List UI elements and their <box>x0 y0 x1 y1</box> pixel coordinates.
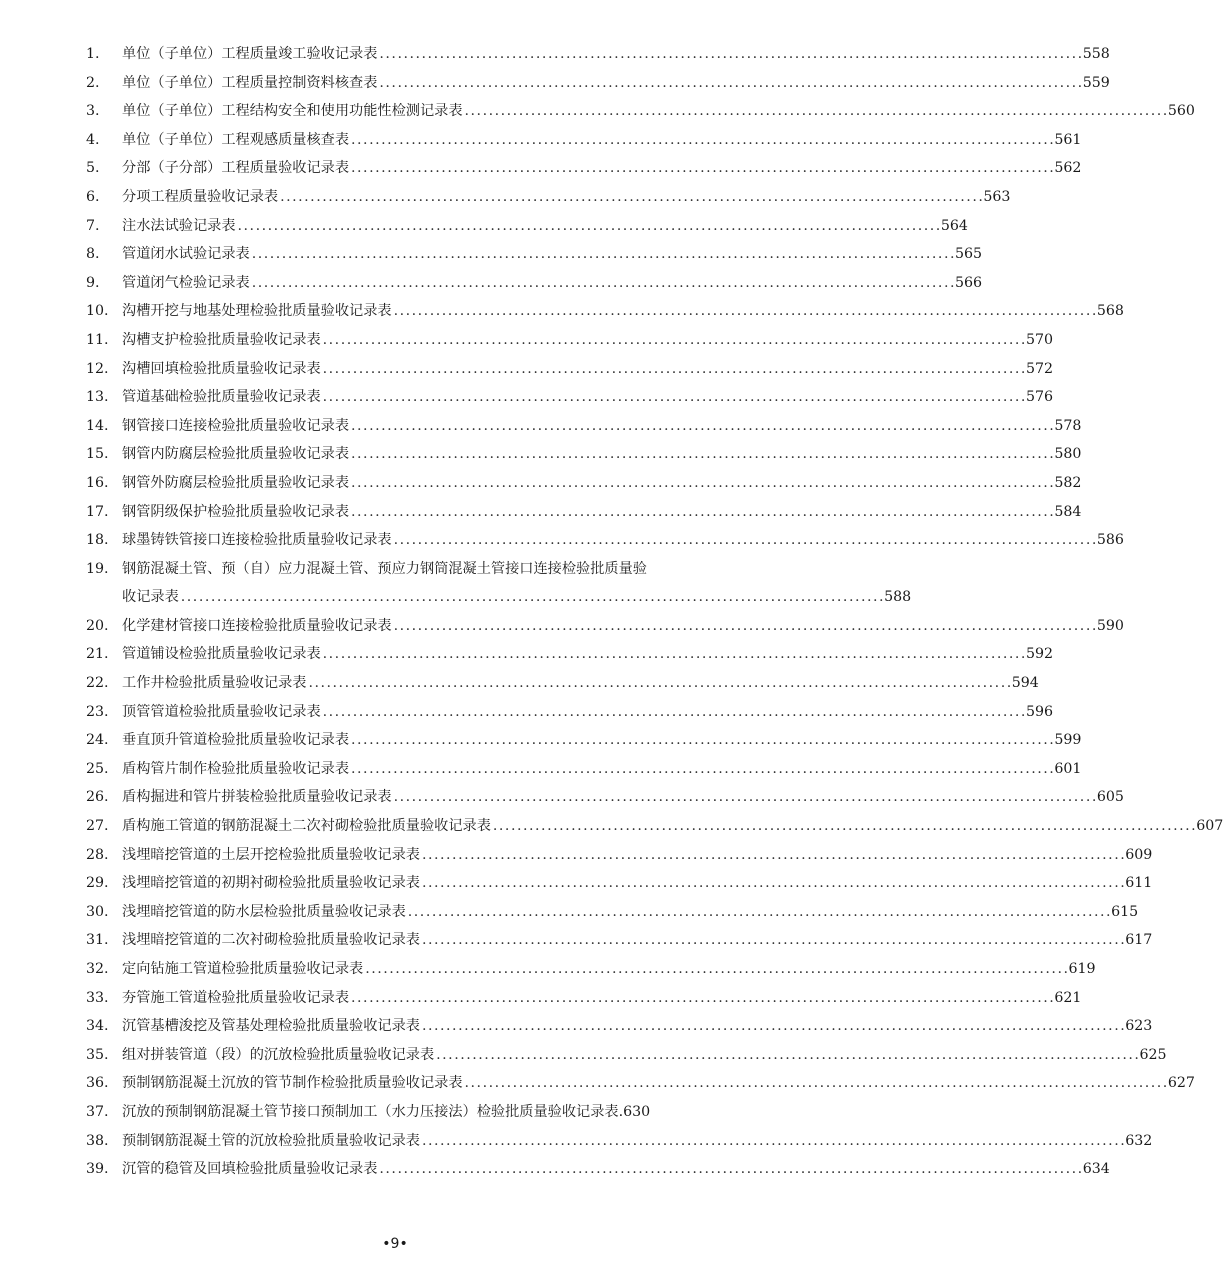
toc-entry-page: 580 <box>1054 446 1082 463</box>
toc-entry[interactable] <box>86 984 1082 1013</box>
toc-entry-title: 单位（子单位）工程观感质量核查表 <box>122 131 350 148</box>
toc-entry-title: 球墨铸铁管接口连接检验批质量验收记录表 <box>122 532 392 549</box>
toc-leader-dots <box>406 898 1111 927</box>
toc-entry-title: 管道铺设检验批质量验收记录表 <box>122 646 321 663</box>
toc-entry[interactable] <box>86 269 983 298</box>
toc-entry-title-line <box>122 498 1082 527</box>
toc-entry-body <box>122 240 983 269</box>
toc-entry-number: 29. <box>86 875 109 892</box>
toc-entry-title-continued: 收记录表 <box>122 589 179 606</box>
toc-entry-title-line <box>122 269 983 298</box>
toc-leader-dots <box>321 698 1026 727</box>
toc-entry-title: 钢管外防腐层检验批质量验收记录表 <box>122 474 350 491</box>
toc-entry-title: 工作井检验批质量验收记录表 <box>122 675 307 692</box>
toc-entry-number: 38. <box>86 1132 109 1149</box>
toc-entry-page: 630 <box>623 1103 651 1120</box>
toc-entry-number: 20. <box>86 617 109 634</box>
toc-entry-page: 563 <box>983 188 1011 205</box>
toc-entry-page: 584 <box>1054 503 1082 520</box>
toc-entry-page: 562 <box>1054 160 1082 177</box>
toc-entry[interactable] <box>86 812 1223 841</box>
toc-entry-title-line <box>122 383 1054 412</box>
toc-entry-page: 566 <box>955 274 983 291</box>
toc-entry-page: 568 <box>1096 303 1124 320</box>
toc-entry-number: 11. <box>86 331 109 348</box>
toc-entry-title: 管道基础检验批质量验收记录表 <box>122 389 321 406</box>
toc-leader-dots <box>250 240 955 269</box>
toc-entry[interactable] <box>86 726 1082 755</box>
toc-entry-body <box>122 269 983 298</box>
toc-entry-title-line <box>122 412 1082 441</box>
toc-entry-title: 盾构施工管道的钢筋混凝土二次衬砌检验批质量验收记录表 <box>122 818 491 835</box>
toc-entry-number: 1. <box>86 46 100 62</box>
toc-entry-body <box>122 440 1082 469</box>
toc-entry-page: 623 <box>1125 1018 1153 1035</box>
toc-entry-page: 632 <box>1125 1132 1153 1149</box>
toc-entry-title: 分项工程质量验收记录表 <box>122 188 279 205</box>
toc-entry-title: 浅埋暗挖管道的土层开挖检验批质量验收记录表 <box>122 846 420 863</box>
toc-leader-dots <box>491 812 1196 841</box>
toc-leader-dots <box>349 440 1054 469</box>
toc-entry-body <box>122 726 1082 755</box>
toc-entry-page: 564 <box>940 217 968 234</box>
toc-entry[interactable] <box>86 326 1054 355</box>
toc-entry-title: 盾构管片制作检验批质量验收记录表 <box>122 760 350 777</box>
toc-entry-number: 15. <box>86 446 109 463</box>
toc-entry-page: 625 <box>1139 1046 1167 1063</box>
toc-entry-number: 12. <box>86 360 109 377</box>
toc-entry-body <box>122 383 1054 412</box>
toc-entry-title-line <box>122 955 1096 984</box>
toc-entry[interactable] <box>86 469 1082 498</box>
toc-entry-title-line <box>122 1098 770 1127</box>
toc-entry-title: 沉管的稳管及回填检验批质量验收记录表 <box>122 1161 378 1178</box>
toc-entry-number: 30. <box>86 903 109 920</box>
toc-entry[interactable] <box>86 69 1110 98</box>
toc-entry-title: 盾构掘进和管片拼装检验批质量验收记录表 <box>122 789 392 806</box>
toc-entry-number: 7. <box>86 217 100 234</box>
toc-entry-title: 顶管管道检验批质量验收记录表 <box>122 703 321 720</box>
toc-entry[interactable] <box>86 383 1054 412</box>
toc-entry-body <box>122 212 968 241</box>
toc-entry-title: 注水法试验记录表 <box>122 217 236 234</box>
toc-entry[interactable] <box>86 669 1039 698</box>
toc-entry-number: 3. <box>86 103 100 120</box>
toc-entry-body <box>122 755 1082 784</box>
toc-entry-number: 39. <box>86 1161 109 1178</box>
toc-entry-title-line <box>122 326 1054 355</box>
toc-entry-body <box>122 783 1124 812</box>
toc-entry-page: 561 <box>1054 131 1082 148</box>
toc-entry-number: 18. <box>86 532 109 549</box>
toc-entry-title-line <box>122 583 912 612</box>
toc-entry-title: 单位（子单位）工程质量竣工验收记录表 <box>122 46 378 62</box>
toc-entry-title: 沟槽支护检验批质量验收记录表 <box>122 331 321 348</box>
toc-entry-number: 10. <box>86 303 109 320</box>
toc-leader-dots <box>349 469 1054 498</box>
toc-leader-dots <box>349 412 1054 441</box>
toc-entry-title-line <box>122 183 1011 212</box>
toc-leader-dots <box>377 1155 1082 1184</box>
toc-entry-number: 19. <box>86 560 109 577</box>
toc-entry-title-line <box>122 355 1054 384</box>
toc-leader-dots <box>377 40 1082 69</box>
toc-entry-number: 32. <box>86 961 109 977</box>
toc-entry-title-line <box>122 440 1082 469</box>
toc-entry[interactable] <box>86 183 1011 212</box>
toc-entry-page: 601 <box>1054 760 1082 777</box>
toc-entry-title-line <box>122 1155 1110 1184</box>
toc-entry-number: 33. <box>86 989 109 1006</box>
toc-entry-page: 599 <box>1054 732 1082 749</box>
toc-leader-dots <box>179 583 884 612</box>
toc-entry-title: 垂直顶升管道检验批质量验收记录表 <box>122 732 350 749</box>
toc-entry-title: 分部（子分部）工程质量验收记录表 <box>122 160 350 177</box>
toc-entry-title-line <box>122 984 1082 1013</box>
toc-entry-body <box>122 812 1223 841</box>
toc-entry-title: 沉放的预制钢筋混凝土管节接口预制加工（水力压接法）检验批质量验收记录表. <box>122 1103 624 1120</box>
toc-entry-number: 17. <box>86 503 109 520</box>
toc-leader-dots <box>306 669 1011 698</box>
toc-entry-title-line <box>122 297 1124 326</box>
toc-entry-title-line <box>122 126 1082 155</box>
toc-entry[interactable] <box>86 1155 1110 1184</box>
toc-entry[interactable] <box>86 612 1124 641</box>
toc-entry[interactable] <box>86 440 1082 469</box>
toc-entry-body <box>122 640 1054 669</box>
toc-entry-title-line <box>122 612 1124 641</box>
toc-entry-number: 2. <box>86 74 100 91</box>
toc-entry-title-line <box>122 783 1124 812</box>
toc-entry-body <box>122 1155 1110 1184</box>
toc-entry-number: 37. <box>86 1103 109 1120</box>
toc-leader-dots <box>236 212 941 241</box>
toc-entry[interactable] <box>86 898 1139 927</box>
toc-entry-page: 565 <box>955 246 983 263</box>
toc-entry[interactable] <box>86 297 1124 326</box>
toc-entry-title-line <box>122 555 770 584</box>
toc-entry-number: 13. <box>86 389 109 406</box>
toc-entry-title: 浅埋暗挖管道的初期衬砌检验批质量验收记录表 <box>122 875 420 892</box>
toc-leader-dots <box>463 1069 1168 1098</box>
toc-entry-title: 化学建材管接口连接检验批质量验收记录表 <box>122 617 392 634</box>
toc-entry-body <box>122 498 1082 527</box>
toc-leader-dots <box>349 498 1054 527</box>
toc-entry[interactable] <box>86 355 1054 384</box>
toc-leader-dots <box>463 97 1168 126</box>
toc-entry-body <box>122 97 1195 126</box>
toc-entry-body <box>122 669 1039 698</box>
toc-entry[interactable] <box>86 498 1082 527</box>
toc-entry-page: 609 <box>1125 846 1153 863</box>
toc-entry[interactable] <box>86 1012 1153 1041</box>
toc-entry-body <box>122 955 1096 984</box>
toc-entry[interactable] <box>86 1098 770 1127</box>
toc-entry-body <box>122 869 1153 898</box>
toc-leader-dots <box>392 783 1097 812</box>
toc-entry-body <box>122 183 1011 212</box>
toc-entry-page: 560 <box>1167 103 1195 120</box>
toc-entry-title: 预制钢筋混凝土沉放的管节制作检验批质量验收记录表 <box>122 1075 463 1092</box>
toc-entry-title-line <box>122 212 968 241</box>
toc-leader-dots <box>363 955 1068 984</box>
toc-entry[interactable] <box>86 955 1096 984</box>
toc-entry-title: 钢筋混凝土管、预（自）应力混凝土管、预应力钢筒混凝土管接口连接检验批质量验 <box>122 560 647 577</box>
toc-entry-title-line <box>122 40 1110 69</box>
toc-leader-dots <box>349 126 1054 155</box>
toc-leader-dots <box>349 984 1054 1013</box>
toc-entry-title: 夯管施工管道检验批质量验收记录表 <box>122 989 350 1006</box>
toc-entry-page: 621 <box>1054 989 1082 1006</box>
toc-entry[interactable] <box>86 755 1082 784</box>
toc-entry-title: 浅埋暗挖管道的二次衬砌检验批质量验收记录表 <box>122 932 420 949</box>
toc-entry-title-line <box>122 669 1039 698</box>
toc-leader-dots <box>420 1012 1125 1041</box>
page-number: •9• <box>382 1236 408 1252</box>
toc-entry-title-line <box>122 1012 1153 1041</box>
toc-leader-dots <box>420 841 1125 870</box>
toc-entry[interactable] <box>86 97 1195 126</box>
toc-entry[interactable] <box>86 412 1082 441</box>
toc-leader-dots <box>392 297 1097 326</box>
toc-entry-body <box>122 1098 770 1127</box>
toc-entry-number: 16. <box>86 474 109 491</box>
toc-entry-number: 27. <box>86 818 109 835</box>
toc-entry-title: 钢管内防腐层检验批质量验收记录表 <box>122 446 350 463</box>
toc-entry-title-line <box>122 898 1139 927</box>
toc-entry-title-line <box>122 1041 1167 1070</box>
toc-entry-page: 619 <box>1068 961 1096 977</box>
toc-entry-title-line <box>122 640 1054 669</box>
toc-entry-body <box>122 1012 1153 1041</box>
toc-entry-title-line <box>122 698 1054 727</box>
toc-entry-number: 24. <box>86 732 109 749</box>
toc-leader-dots <box>349 755 1054 784</box>
toc-entry-body <box>122 1127 1153 1156</box>
toc-leader-dots <box>420 1127 1125 1156</box>
toc-entry-title-line <box>122 240 983 269</box>
toc-leader-dots <box>321 355 1026 384</box>
toc-entry-title-line <box>122 526 1124 555</box>
toc-entry-body <box>122 469 1082 498</box>
toc-entry[interactable] <box>86 555 912 612</box>
toc-entry-page: 576 <box>1025 389 1054 406</box>
toc-entry-title-line <box>122 69 1110 98</box>
toc-entry[interactable] <box>86 154 1082 183</box>
toc-entry-title: 组对拼装管道（段）的沉放检验批质量验收记录表 <box>122 1046 435 1063</box>
toc-leader-dots <box>377 69 1082 98</box>
toc-leader-dots <box>349 154 1054 183</box>
toc-entry-number: 31. <box>86 932 109 949</box>
toc-entry-title: 沟槽回填检验批质量验收记录表 <box>122 360 321 377</box>
toc-leader-dots <box>278 183 983 212</box>
toc-entry-number: 5. <box>86 160 100 177</box>
toc-entry-page: 607 <box>1196 818 1223 835</box>
toc-entry-page: 592 <box>1025 646 1054 663</box>
toc-entry-title-line <box>122 926 1153 955</box>
toc-leader-dots <box>250 269 955 298</box>
toc-entry-page: 570 <box>1025 331 1054 348</box>
toc-entry-page: 590 <box>1096 617 1124 634</box>
toc-entry-title: 钢管接口连接检验批质量验收记录表 <box>122 417 350 434</box>
toc-entry-page: 558 <box>1082 46 1110 62</box>
toc-entry-page: 582 <box>1054 474 1082 491</box>
toc-entry-title-line <box>122 755 1082 784</box>
toc-entry-page: 578 <box>1054 417 1082 434</box>
toc-entry-title-line <box>122 1069 1195 1098</box>
toc-entry[interactable] <box>86 698 1054 727</box>
toc-entry-page: 611 <box>1125 875 1153 892</box>
toc-entry-page: 605 <box>1096 789 1124 806</box>
toc-entry-title: 单位（子单位）工程质量控制资料核查表 <box>122 74 378 91</box>
toc-entry-page: 596 <box>1025 703 1054 720</box>
toc-entry-body <box>122 698 1054 727</box>
toc-entry-body <box>122 355 1054 384</box>
toc-entry[interactable] <box>86 783 1124 812</box>
toc-entry[interactable] <box>86 40 1110 69</box>
toc-leader-dots <box>392 612 1097 641</box>
toc-entry-body <box>122 412 1082 441</box>
toc-entry[interactable] <box>86 240 983 269</box>
toc-entry-body <box>122 1041 1167 1070</box>
toc-entry-body <box>122 154 1082 183</box>
toc-entry-number: 25. <box>86 760 109 777</box>
toc-entry-body <box>122 984 1082 1013</box>
toc-entry-number: 23. <box>86 703 109 720</box>
toc-entry-number: 14. <box>86 417 109 434</box>
toc-leader-dots <box>321 640 1026 669</box>
toc-entry-body <box>122 126 1082 155</box>
toc-entry-page: 588 <box>884 589 912 606</box>
toc-entry-page: 559 <box>1082 74 1110 91</box>
toc-entry-body <box>122 555 912 612</box>
toc-entry-title: 预制钢筋混凝土管的沉放检验批质量验收记录表 <box>122 1132 420 1149</box>
toc-entry-title-line <box>122 154 1082 183</box>
toc-entry-title-line <box>122 869 1153 898</box>
toc-entry-title: 沟槽开挖与地基处理检验批质量验收记录表 <box>122 303 392 320</box>
toc-entry[interactable] <box>86 869 1153 898</box>
toc-entry-title: 定向钻施工管道检验批质量验收记录表 <box>122 961 364 977</box>
toc-entry-number: 6. <box>86 188 100 205</box>
toc-entry-number: 35. <box>86 1046 109 1063</box>
toc-entry-page: 572 <box>1025 360 1054 377</box>
toc-entry-title: 单位（子单位）工程结构安全和使用功能性检测记录表 <box>122 103 463 120</box>
toc-leader-dots <box>321 383 1026 412</box>
toc-entry-title-line <box>122 841 1153 870</box>
toc-entry-title-line <box>122 812 1223 841</box>
toc-entry-number: 21. <box>86 646 109 663</box>
toc-entry-page: 617 <box>1125 932 1153 949</box>
toc-entry[interactable] <box>86 1069 1195 1098</box>
toc-entry-body <box>122 926 1153 955</box>
toc-entry-number: 34. <box>86 1018 109 1035</box>
toc-entry-page: 586 <box>1096 532 1124 549</box>
toc-entry-body <box>122 40 1110 69</box>
toc-entry-title-line <box>122 469 1082 498</box>
toc-entry-title-line <box>122 97 1195 126</box>
toc-leader-dots <box>434 1041 1139 1070</box>
toc-entry-title: 钢管阴级保护检验批质量验收记录表 <box>122 503 350 520</box>
toc-entry-body <box>122 898 1139 927</box>
toc-entry[interactable] <box>86 926 1153 955</box>
toc-entry-title: 沉管基槽浚挖及管基处理检验批质量验收记录表 <box>122 1018 420 1035</box>
toc-entry-body <box>122 69 1110 98</box>
toc-leader-dots <box>420 869 1125 898</box>
toc-entry[interactable] <box>86 841 1153 870</box>
toc-entry-number: 36. <box>86 1075 109 1092</box>
toc-entry-body <box>122 612 1124 641</box>
toc-entry[interactable] <box>86 640 1054 669</box>
toc-entry-body <box>122 1069 1195 1098</box>
toc-entry-number: 28. <box>86 846 109 863</box>
toc-entry-page: 627 <box>1167 1075 1195 1092</box>
toc-entry-body <box>122 526 1124 555</box>
toc-entry-title-line <box>122 1127 1153 1156</box>
toc-leader-dots <box>321 326 1026 355</box>
toc-entry[interactable] <box>86 126 1082 155</box>
toc-entry[interactable] <box>86 526 1124 555</box>
toc-entry-number: 4. <box>86 131 100 148</box>
toc-entry-number: 26. <box>86 789 109 806</box>
toc-leader-dots <box>392 526 1097 555</box>
toc-entry[interactable] <box>86 1127 1153 1156</box>
toc-entry-number: 22. <box>86 675 109 692</box>
toc-entry-body <box>122 297 1124 326</box>
toc-entry[interactable] <box>86 212 968 241</box>
toc-entry-page: 634 <box>1082 1161 1110 1178</box>
toc-entry-page: 594 <box>1011 675 1039 692</box>
toc-leader-dots <box>420 926 1125 955</box>
toc-entry-page: 615 <box>1111 903 1139 920</box>
table-of-contents <box>86 40 1223 1184</box>
toc-entry-title: 管道闭水试验记录表 <box>122 246 250 263</box>
toc-entry-title: 浅埋暗挖管道的防水层检验批质量验收记录表 <box>122 903 406 920</box>
toc-entry[interactable] <box>86 1041 1167 1070</box>
toc-leader-dots <box>349 726 1054 755</box>
toc-entry-body <box>122 326 1054 355</box>
toc-entry-number: 8. <box>86 246 100 263</box>
toc-entry-number: 9. <box>86 274 100 291</box>
toc-entry-title: 管道闭气检验记录表 <box>122 274 250 291</box>
toc-entry-title-line <box>122 726 1082 755</box>
toc-entry-body <box>122 841 1153 870</box>
